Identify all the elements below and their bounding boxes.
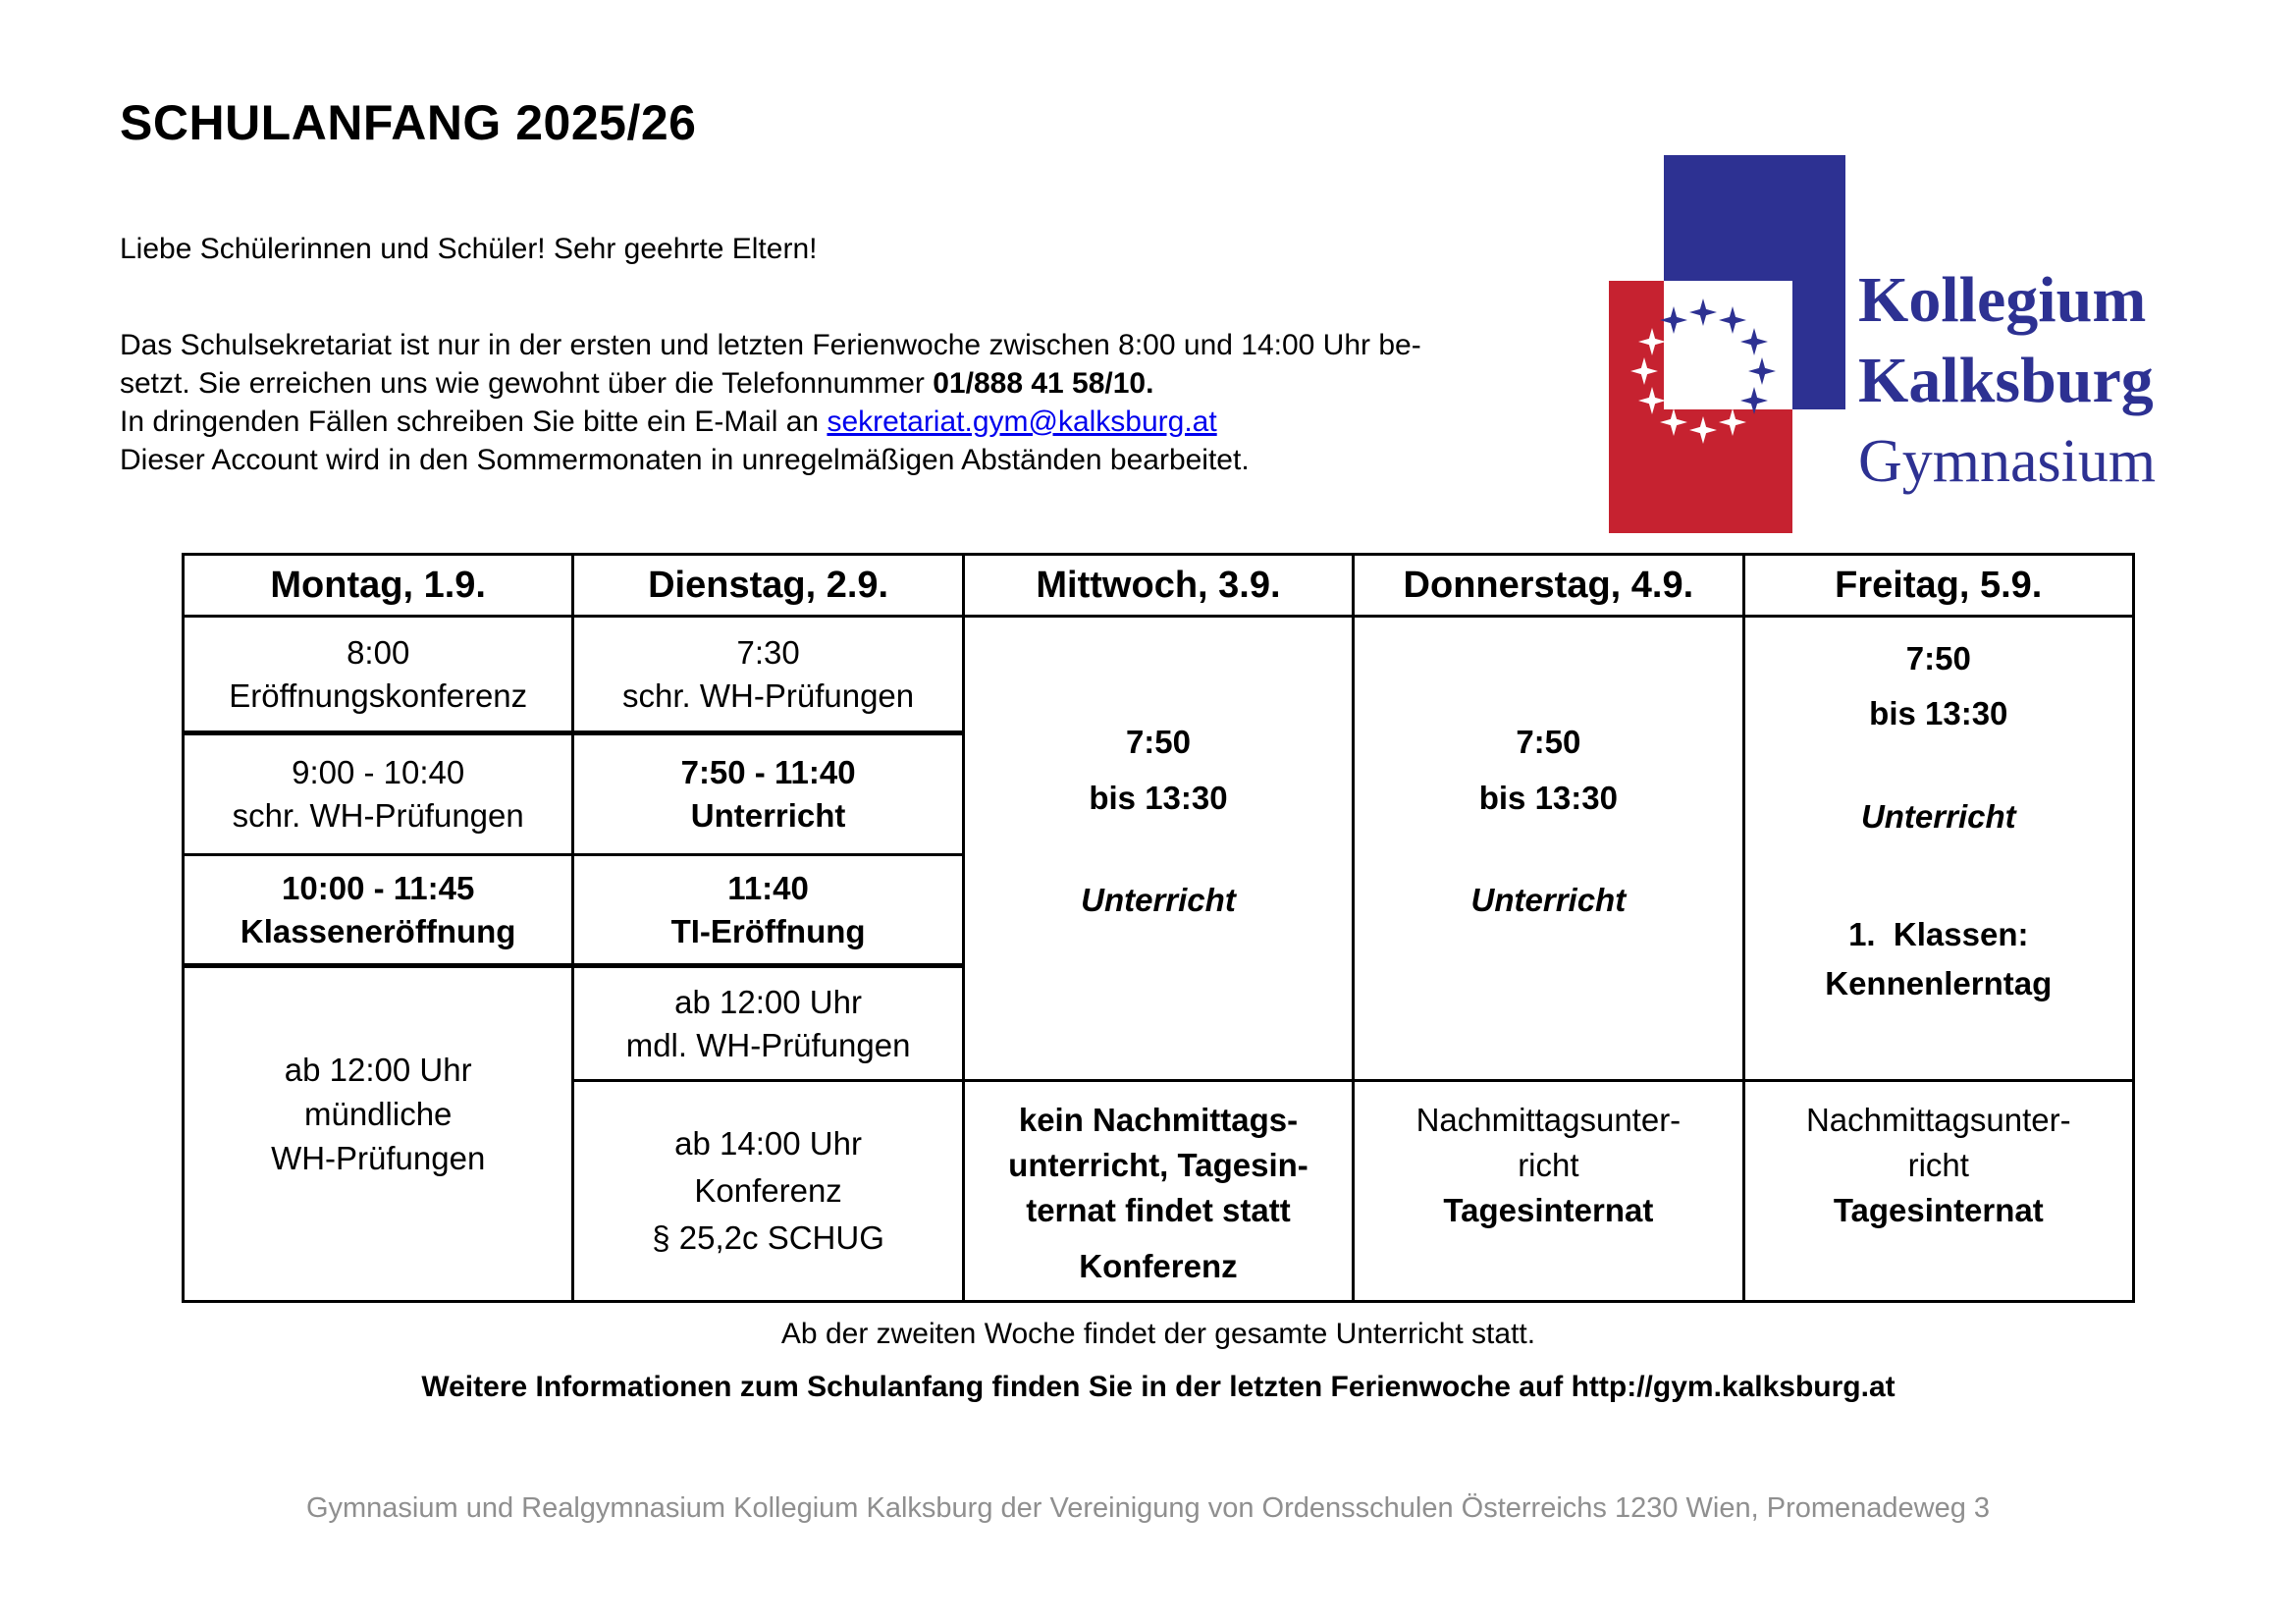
- cell-monday-row2: 9:00 - 10:40 schr. WH-Prüfungen: [184, 733, 573, 855]
- table-header-friday: Freitag, 5.9.: [1743, 555, 2133, 617]
- cell-friday-main: 7:50 bis 13:30 Unterricht 1. Klassen: Kennenlerntag: [1743, 617, 2133, 1081]
- note-more-info: Weitere Informationen zum Schulanfang finden Sie in der letzten Ferienwoche auf http://gym.kalksburg.at: [421, 1371, 1896, 1403]
- intro-line-3: In dringenden Fällen schreiben Sie bitte ein E-Mail an sekretariat.gym@kalksburg.at: [120, 406, 1217, 438]
- cell-monday-afternoon: ab 12:00 Uhr mündliche WH-Prüfungen: [184, 966, 573, 1302]
- schedule-table: [182, 553, 2135, 1303]
- cell-tuesday-row4: ab 12:00 Uhr mdl. WH-Prüfungen: [573, 966, 963, 1081]
- cell-friday-afternoon: Nachmittagsunter- richt Tagesinternat: [1743, 1081, 2133, 1302]
- table-header-tuesday: Dienstag, 2.9.: [573, 555, 963, 617]
- cell-monday-row3: 10:00 - 11:45 Klasseneröffnung: [184, 855, 573, 966]
- logo-line-kalksburg: Kalksburg: [1858, 345, 2154, 416]
- note-second-week: Ab der zweiten Woche findet der gesamte Unterricht statt.: [780, 1318, 1536, 1350]
- logo-wordmark: [1858, 260, 2156, 502]
- cell-tuesday-row3: 11:40 TI-Eröffnung: [573, 855, 963, 966]
- page-footer: Gymnasium und Realgymnasium Kollegium Kalksburg der Vereinigung von Ordensschulen Österreichs 1230 Wien, Promenadeweg 3: [305, 1492, 1991, 1524]
- cell-tuesday-row5: ab 14:00 Uhr Konferenz § 25,2c SCHUG: [573, 1081, 963, 1302]
- table-row: [184, 617, 2134, 733]
- logo-line-kollegium: Kollegium: [1858, 264, 2147, 336]
- cell-thursday-afternoon: Nachmittagsunter- richt Tagesinternat: [1354, 1081, 1743, 1302]
- table-header-thursday: Donnerstag, 4.9.: [1354, 555, 1743, 617]
- intro-line-4: Dieser Account wird in den Sommermonaten in unregelmäßigen Abständen bearbeitet.: [120, 444, 1250, 476]
- cell-tuesday-row1: 7:30 schr. WH-Prüfungen: [573, 617, 963, 733]
- header-row: [184, 555, 2134, 617]
- cell-thursday-main: 7:50 bis 13:30 Unterricht: [1354, 617, 1743, 1081]
- logo-line-gymnasium: Gymnasium: [1858, 428, 2157, 495]
- greeting-line: Liebe Schülerinnen und Schüler! Sehr geehrte Eltern!: [120, 233, 818, 265]
- table-header-monday: Montag, 1.9.: [184, 555, 573, 617]
- cell-wednesday-afternoon: kein Nachmittags- unterricht, Tagesin- ternat findet statt Konferenz: [963, 1081, 1353, 1302]
- cell-tuesday-row2: 7:50 - 11:40 Unterricht: [573, 733, 963, 855]
- cell-wednesday-main: 7:50 bis 13:30 Unterricht: [963, 617, 1353, 1081]
- document-title: SCHULANFANG 2025/26: [120, 95, 697, 150]
- cell-monday-row1: 8:00 Eröffnungskonferenz: [184, 617, 573, 733]
- phone-number: 01/888 41 58/10.: [933, 367, 1154, 400]
- intro-line-1: Das Schulsekretariat ist nur in der ersten und letzten Ferienwoche zwischen 8:00 und 14:00 Uhr be-: [120, 329, 1421, 361]
- intro-paragraph: [120, 326, 1421, 479]
- table-header-wednesday: Mittwoch, 3.9.: [963, 555, 1353, 617]
- email-link[interactable]: sekretariat.gym@kalksburg.at: [827, 406, 1217, 438]
- intro-line-2: setzt. Sie erreichen uns wie gewohnt über die Telefonnummer 01/888 41 58/10.: [120, 367, 1154, 400]
- logo-white-square: [1664, 281, 1792, 409]
